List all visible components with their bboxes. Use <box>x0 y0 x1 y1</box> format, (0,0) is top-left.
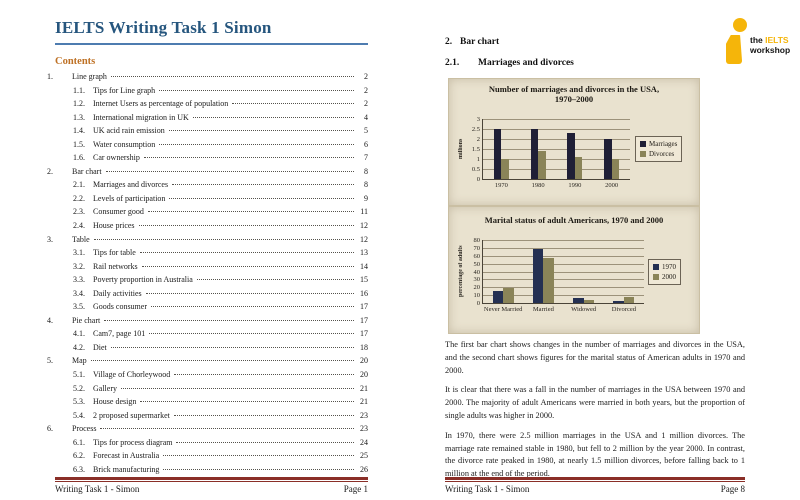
bar-1970-Divorced <box>613 301 624 303</box>
toc-entry-number: 2.2. <box>73 193 85 203</box>
toc-entry-label: Cam7, page 101 <box>93 329 146 339</box>
toc-entry-label: Car ownership <box>93 153 140 163</box>
bar-Divorces-1970 <box>501 159 509 179</box>
toc-entry[interactable] <box>47 262 368 276</box>
gridline <box>483 272 644 273</box>
y-tick-label: 20 <box>473 284 480 292</box>
toc-entry[interactable] <box>47 72 368 86</box>
bar-1970-Married <box>533 249 544 303</box>
legend <box>648 259 681 285</box>
logo-text-brand: IELTS <box>765 35 789 45</box>
toc-entry-label: Forecast in Australia <box>93 451 160 461</box>
document-title: IELTS Writing Task 1 Simon <box>55 18 368 45</box>
toc-entry-label: Pie chart <box>72 315 101 325</box>
toc-entry-number: 3.3. <box>73 275 85 285</box>
toc-entry-label: House design <box>93 397 137 407</box>
toc-entry-page: 23 <box>360 424 368 434</box>
legend-item <box>653 263 676 271</box>
footer-rule <box>445 477 745 482</box>
toc-entry-number: 1.3. <box>73 112 85 122</box>
toc-entry-number: 6.3. <box>73 464 85 474</box>
y-tick-label: 80 <box>473 237 480 244</box>
bar-Marriages-1970 <box>494 129 502 179</box>
toc-entry-page: 20 <box>360 370 368 380</box>
toc-dot-leader <box>139 225 354 226</box>
legend <box>635 136 682 162</box>
bar-Marriages-2000 <box>604 139 612 179</box>
subsection-title: Marriages and divorces <box>478 58 574 68</box>
chart-title <box>449 84 699 104</box>
toc-entry[interactable] <box>47 207 368 221</box>
toc-dot-leader <box>146 293 354 294</box>
toc-entry[interactable] <box>47 356 368 370</box>
toc-dot-leader <box>174 415 354 416</box>
toc-entry-number: 3. <box>47 234 53 244</box>
left-page <box>55 18 368 67</box>
toc-entry-page: 25 <box>360 451 368 461</box>
toc-entry[interactable] <box>47 194 368 208</box>
toc-dot-leader <box>140 252 354 253</box>
x-tick-label: Widowed <box>571 306 597 313</box>
toc-entry-label: Diet <box>93 342 107 352</box>
legend-label: 2000 <box>662 273 676 281</box>
footer-document-name: Writing Task 1 - Simon <box>55 484 140 494</box>
toc-entry[interactable] <box>47 370 368 384</box>
y-tick-label: 0.5 <box>471 166 480 173</box>
toc-entry-number: 1.5. <box>73 139 85 149</box>
legend-item <box>653 273 676 281</box>
toc-entry-number: 6. <box>47 424 53 434</box>
toc-entry[interactable] <box>47 424 368 438</box>
subsection-number: 2.1. <box>445 58 460 68</box>
bar-Divorces-1980 <box>538 151 546 179</box>
toc-entry-label: Daily activities <box>93 288 142 298</box>
marital-status-bar-chart <box>448 206 700 334</box>
paragraph: The first bar chart shows changes in the number of marriages and divorces in the USA, and the second chart shows figures for the marital status of American adults in 1970 and 2000. <box>445 340 745 375</box>
chart-title-line: Number of marriages and divorces in the USA, <box>488 84 660 94</box>
gridline <box>483 248 644 249</box>
toc-entry-page: 9 <box>364 193 368 203</box>
x-tick-label: 1970 <box>494 182 508 189</box>
toc-entry[interactable] <box>47 86 368 100</box>
legend-item <box>640 150 677 158</box>
toc-dot-leader <box>169 130 354 131</box>
toc-entry-page: 14 <box>360 261 368 271</box>
toc-entry-page: 4 <box>364 112 368 122</box>
toc-entry-label: Consumer good <box>93 207 144 217</box>
toc-entry[interactable] <box>47 167 368 181</box>
toc-entry[interactable] <box>47 126 368 140</box>
toc-entry[interactable] <box>47 99 368 113</box>
footer-rule <box>55 477 368 482</box>
toc-dot-leader <box>140 401 354 402</box>
legend-swatch <box>640 141 646 147</box>
toc-entry-label: Poverty proportion in Australia <box>93 275 193 285</box>
x-tick-label: Married <box>532 306 554 313</box>
toc-entry-page: 16 <box>360 288 368 298</box>
toc-entry-label: International migration in UK <box>93 112 189 122</box>
legend-swatch <box>640 151 646 157</box>
y-tick-label: 2 <box>476 136 480 143</box>
section-heading <box>445 37 499 47</box>
footer-page-number: Page 8 <box>720 484 745 494</box>
toc-entry-page: 13 <box>360 248 368 258</box>
x-tick-label: Divorced <box>611 306 636 313</box>
x-tick-label: Never Married <box>483 306 523 313</box>
toc-entry-number: 5.4. <box>73 410 85 420</box>
bar-2000-Never Married <box>503 288 514 303</box>
toc-entry[interactable] <box>47 302 368 316</box>
toc-entry-label: Bar chart <box>72 166 102 176</box>
toc-entry-page: 20 <box>360 356 368 366</box>
toc-dot-leader <box>232 103 354 104</box>
subsection-heading <box>445 58 574 68</box>
toc-entry-label: Tips for process diagram <box>93 437 173 447</box>
toc-dot-leader <box>172 184 354 185</box>
x-tick-label: 2000 <box>605 182 619 189</box>
x-tick-label: 1990 <box>568 182 582 189</box>
bar-Divorces-1990 <box>575 157 583 179</box>
toc-entry[interactable] <box>47 316 368 330</box>
toc-dot-leader <box>91 360 354 361</box>
marriages-divorces-bar-chart <box>448 78 700 206</box>
toc-entry-label: UK acid rain emission <box>93 126 165 136</box>
legend-item <box>640 140 677 148</box>
toc-dot-leader <box>106 171 354 172</box>
toc-entry-number: 5.2. <box>73 383 85 393</box>
toc-entry-label: House prices <box>93 221 135 231</box>
toc-dot-leader <box>100 428 354 429</box>
toc-entry-number: 3.2. <box>73 261 85 271</box>
y-tick-label: 70 <box>473 244 480 252</box>
toc-entry[interactable] <box>47 289 368 303</box>
toc-entry-page: 2 <box>364 85 368 95</box>
toc-entry-number: 2.1. <box>73 180 85 190</box>
toc-dot-leader <box>193 117 354 118</box>
y-axis-label: percentage of adults <box>458 245 464 297</box>
gridline <box>483 119 630 120</box>
toc-dot-leader <box>149 333 354 334</box>
logo-text-the: the <box>750 35 766 45</box>
chart-title <box>449 215 699 225</box>
toc-entry-page: 17 <box>360 329 368 339</box>
logo-i-stem-icon <box>726 35 742 64</box>
toc-entry[interactable] <box>47 451 368 465</box>
toc-entry-page: 21 <box>360 383 368 393</box>
toc-entry-number: 2.4. <box>73 221 85 231</box>
toc-entry[interactable] <box>47 384 368 398</box>
toc-entry-page: 6 <box>364 139 368 149</box>
chart-title-line: 1970–2000 <box>554 94 594 104</box>
paragraph: In 1970, there were 2.5 million marriages in the USA and 1 million divorces. The marriage rate remained stable in 1980, but fell to 2 million by the year 2000. In contrast, the divorce rate peaked in 1980, at nearly 1.5 million divorces, before falling back to 1 million at the end of the period. <box>445 430 745 479</box>
toc-dot-leader <box>121 388 354 389</box>
toc-entry-label: Gallery <box>93 383 117 393</box>
toc-dot-leader <box>159 90 354 91</box>
toc-dot-leader <box>176 442 354 443</box>
toc-entry-page: 5 <box>364 126 368 136</box>
body-text <box>445 339 745 488</box>
y-tick-label: 50 <box>473 260 480 268</box>
section-number: 2. <box>445 37 453 47</box>
toc-entry-number: 1. <box>47 72 53 81</box>
y-tick-label: 30 <box>473 276 480 284</box>
plot-area <box>471 116 630 189</box>
logo-text-workshop: workshop <box>750 45 791 55</box>
toc-dot-leader <box>174 374 354 375</box>
toc-entry-number: 2. <box>47 166 53 176</box>
toc-dot-leader <box>142 266 354 267</box>
toc-entry-page: 7 <box>364 153 368 163</box>
y-tick-label: 2.5 <box>471 126 480 133</box>
toc-dot-leader <box>159 144 354 145</box>
toc-entry-number: 3.1. <box>73 248 85 258</box>
toc-entry-label: Table <box>72 234 90 244</box>
toc-entry-page: 15 <box>360 275 368 285</box>
x-tick-label: 1980 <box>531 182 545 189</box>
toc-entry-number: 4.1. <box>73 329 85 339</box>
y-tick-label: 0 <box>476 176 480 183</box>
y-tick-label: 1 <box>476 156 480 163</box>
toc-entry-page: 17 <box>360 302 368 312</box>
toc-dot-leader <box>111 76 354 77</box>
plot-area <box>473 237 644 313</box>
y-axis-label: millions <box>458 138 464 160</box>
toc-entry[interactable] <box>47 248 368 262</box>
toc-dot-leader <box>104 320 354 321</box>
toc-entry-number: 1.4. <box>73 126 85 136</box>
toc-entry-label: Goods consumer <box>93 302 147 312</box>
right-page-footer <box>445 477 745 494</box>
toc-entry-label: Map <box>72 356 87 366</box>
toc-entry-page: 11 <box>360 207 368 217</box>
gridline <box>483 279 644 280</box>
chart-title-line: Marital status of adult Americans, 1970 and 2000 <box>484 215 664 225</box>
toc-entry-page: 24 <box>360 437 368 447</box>
toc-entry[interactable] <box>47 221 368 235</box>
toc-entry-number: 5.3. <box>73 397 85 407</box>
logo-i-dot-icon <box>733 18 747 32</box>
footer-document-name: Writing Task 1 - Simon <box>445 484 530 494</box>
contents-heading: Contents <box>55 56 96 67</box>
bar-Marriages-1990 <box>567 133 575 179</box>
toc-entry-label: Brick manufacturing <box>93 464 160 474</box>
toc-entry-label: Water consumption <box>93 139 156 149</box>
toc-dot-leader <box>163 455 354 456</box>
bar-2000-Widowed <box>584 300 595 303</box>
left-page-footer <box>55 477 368 494</box>
toc-entry[interactable] <box>47 140 368 154</box>
toc-entry-page: 26 <box>360 464 368 474</box>
toc-entry-number: 6.2. <box>73 451 85 461</box>
toc-entry-page: 2 <box>364 72 368 81</box>
legend-label: Marriages <box>649 140 678 148</box>
toc-entry[interactable] <box>47 438 368 452</box>
toc-entry-page: 17 <box>360 315 368 325</box>
toc-dot-leader <box>151 306 354 307</box>
legend-swatch <box>653 274 659 280</box>
toc-entry-label: Rail networks <box>93 261 138 271</box>
legend-swatch <box>653 264 659 270</box>
toc-dot-leader <box>111 347 354 348</box>
toc-entry[interactable] <box>47 180 368 194</box>
toc-entry-label: Process <box>72 424 97 434</box>
toc-entry[interactable] <box>47 411 368 425</box>
toc-dot-leader <box>169 198 354 199</box>
toc-entry[interactable] <box>47 153 368 167</box>
toc-entry-number: 3.5. <box>73 302 85 312</box>
toc-entry[interactable] <box>47 113 368 127</box>
bar-1970-Never Married <box>493 291 504 303</box>
toc-entry[interactable] <box>47 275 368 289</box>
toc-entry-label: 2 proposed supermarket <box>93 410 170 420</box>
toc-dot-leader <box>163 469 354 470</box>
toc-entry-label: Internet Users as percentage of population <box>93 99 229 109</box>
toc-dot-leader <box>144 157 354 158</box>
toc-entry-label: Tips for table <box>93 248 136 258</box>
legend-label: Divorces <box>649 150 675 158</box>
toc-entry-page: 21 <box>360 397 368 407</box>
toc-entry[interactable] <box>47 343 368 357</box>
gridline <box>483 264 644 265</box>
gridline <box>483 240 644 241</box>
bar-1970-Widowed <box>573 298 584 303</box>
toc-entry-label: Line graph <box>72 72 107 81</box>
legend-label: 1970 <box>662 263 676 271</box>
toc-entry-page: 12 <box>360 234 368 244</box>
toc-entry-number: 1.2. <box>73 99 85 109</box>
toc-entry-number: 6.1. <box>73 437 85 447</box>
toc-entry-page: 2 <box>364 99 368 109</box>
y-tick-label: 0 <box>476 300 480 307</box>
toc-entry-label: Village of Chorleywood <box>93 370 171 380</box>
logo-text <box>750 35 790 55</box>
toc-entry-page: 18 <box>360 342 368 352</box>
y-tick-label: 10 <box>473 292 480 300</box>
toc-dot-leader <box>197 279 354 280</box>
toc-entry-number: 5.1. <box>73 370 85 380</box>
bar-2000-Married <box>543 258 554 303</box>
toc-entry-label: Levels of participation <box>93 193 166 203</box>
toc-entry-label: Tips for Line graph <box>93 85 156 95</box>
gridline <box>483 129 630 130</box>
toc-entry-number: 1.1. <box>73 85 85 95</box>
toc-entry-number: 4.2. <box>73 342 85 352</box>
toc-entry-page: 23 <box>360 410 368 420</box>
section-title: Bar chart <box>460 37 500 47</box>
toc-entry-page: 12 <box>360 221 368 231</box>
toc-dot-leader <box>94 239 354 240</box>
toc-entry-page: 8 <box>364 166 368 176</box>
toc-entry[interactable] <box>47 235 368 249</box>
bar-Marriages-1980 <box>531 129 539 179</box>
y-tick-label: 40 <box>473 268 480 276</box>
y-tick-label: 1.5 <box>471 146 480 153</box>
footer-page-number: Page 1 <box>343 484 368 494</box>
toc-entry[interactable] <box>47 329 368 343</box>
ielts-workshop-logo <box>722 12 797 67</box>
toc-entry-page: 8 <box>364 180 368 190</box>
toc-dot-leader <box>148 211 354 212</box>
y-tick-label: 60 <box>473 252 480 260</box>
toc-entry-label: Marriages and divorces <box>93 180 169 190</box>
bar-Divorces-2000 <box>612 159 620 179</box>
toc-entry-number: 3.4. <box>73 288 85 298</box>
toc-entry-number: 5. <box>47 356 53 366</box>
table-of-contents <box>47 72 368 478</box>
bar-2000-Divorced <box>624 297 635 303</box>
toc-entry-number: 2.3. <box>73 207 85 217</box>
y-tick-label: 3 <box>476 116 480 123</box>
paragraph: It is clear that there was a fall in the number of marriages in the USA between 1970 and 2000. The majority of adult Americans were married in both years, but the proportion of single adults was higher in 2000. <box>445 385 745 420</box>
gridline <box>483 256 644 257</box>
toc-entry-number: 1.6. <box>73 153 85 163</box>
toc-entry[interactable] <box>47 397 368 411</box>
toc-entry-number: 4. <box>47 315 53 325</box>
